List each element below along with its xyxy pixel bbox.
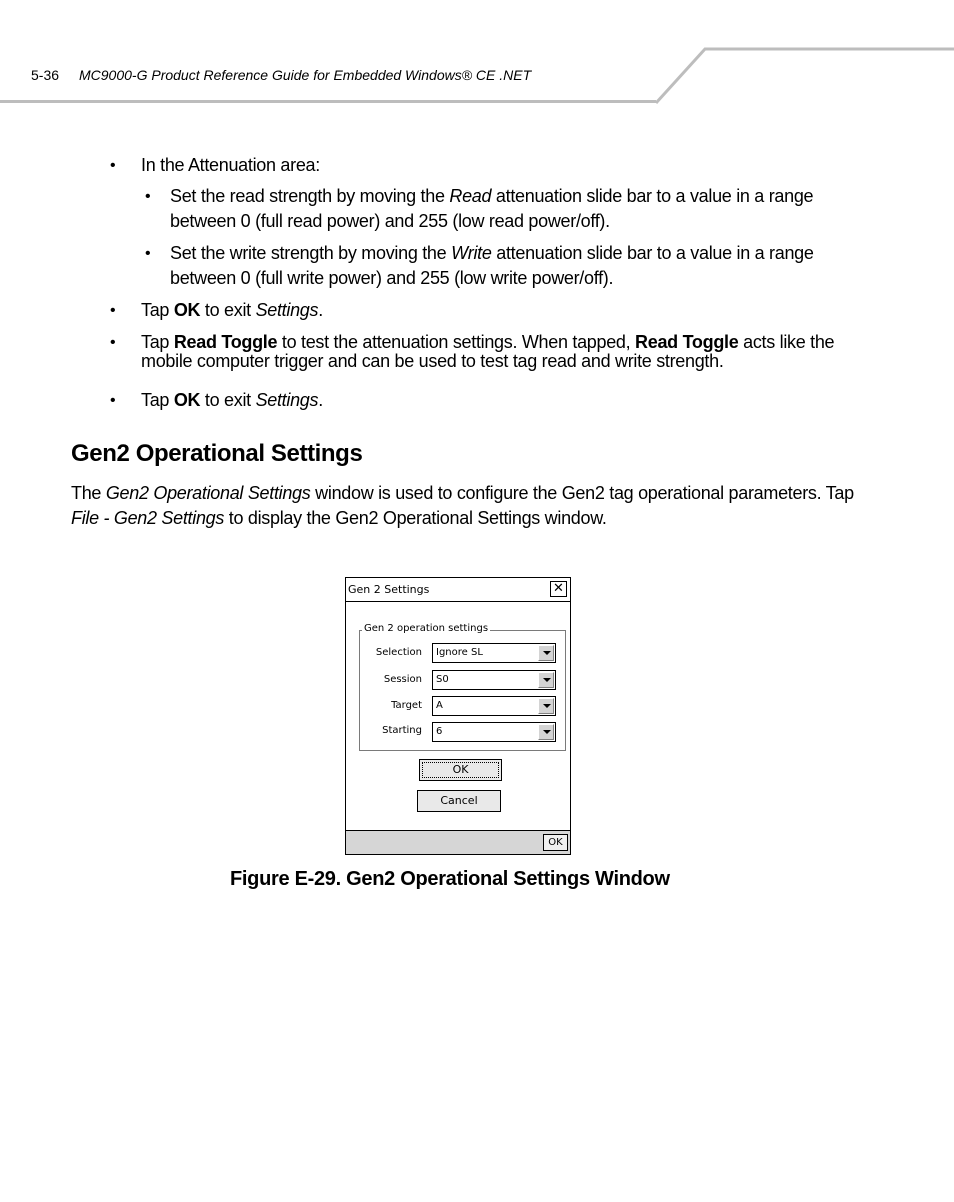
header-rule — [0, 100, 656, 103]
section-heading: Gen2 Operational Settings — [71, 440, 363, 467]
target-dropdown[interactable] — [432, 696, 556, 716]
header-corner-decoration — [650, 46, 954, 106]
starting-value: 6 — [436, 726, 443, 737]
dialog-titlebar — [346, 578, 570, 602]
close-icon[interactable]: ✕ — [550, 581, 567, 597]
taskbar-ok-button[interactable]: OK — [543, 834, 568, 851]
bullet-attenuation: In the Attenuation area: — [141, 155, 320, 175]
bullet-read-toggle: Tap Read Toggle to test the attenuation settings. When tapped, Read Toggle acts like the — [141, 332, 835, 352]
intro-paragraph-line2: File - Gen2 Settings to display the Gen2 Operational Settings window. — [71, 508, 607, 528]
taskbar — [346, 830, 570, 854]
target-value: A — [436, 700, 443, 711]
starting-dropdown[interactable] — [432, 722, 556, 742]
ok-button-label: OK — [422, 762, 499, 778]
ok-button[interactable] — [419, 759, 502, 781]
bullet-dot: • — [110, 334, 116, 351]
dialog-title: Gen 2 Settings — [348, 583, 430, 596]
bullet-dot: • — [110, 392, 116, 409]
sub-bullet-read-line2: between 0 (full read power) and 255 (low read power/off). — [170, 211, 610, 231]
sub-bullet-read: Set the read strength by moving the Read attenuation slide bar to a value in a range — [170, 186, 814, 206]
bullet-dot: • — [110, 302, 116, 319]
bullet-tap-ok-1: Tap OK to exit Settings. — [141, 300, 323, 320]
group-label: Gen 2 operation settings — [364, 623, 489, 634]
starting-label: Starting — [382, 725, 422, 736]
sub-bullet-write: Set the write strength by moving the Write attenuation slide bar to a value in a range — [170, 243, 814, 263]
gen2-settings-dialog — [345, 577, 571, 855]
bullet-tap-ok-2: Tap OK to exit Settings. — [141, 390, 323, 410]
dropdown-arrow-icon[interactable] — [538, 698, 554, 714]
figure-caption: Figure E-29. Gen2 Operational Settings Window — [230, 868, 670, 890]
session-dropdown[interactable] — [432, 670, 556, 690]
cancel-button[interactable]: Cancel — [417, 790, 501, 812]
bullet-dot: • — [145, 245, 151, 262]
document-title: MC9000-G Product Reference Guide for Embedded Windows® CE .NET — [79, 67, 532, 83]
selection-value: Ignore SL — [436, 647, 483, 658]
bullet-read-toggle-line2: mobile computer trigger and can be used to test tag read and write strength. — [141, 351, 724, 371]
session-label: Session — [383, 674, 422, 685]
page-number: 5-36 — [31, 67, 60, 83]
target-label: Target — [391, 700, 422, 711]
sub-bullet-write-line2: between 0 (full write power) and 255 (low write power/off). — [170, 268, 614, 288]
session-value: S0 — [436, 674, 449, 685]
intro-paragraph: The Gen2 Operational Settings window is used to configure the Gen2 tag operational parameters. Tap — [71, 483, 854, 503]
dropdown-arrow-icon[interactable] — [538, 645, 554, 661]
bullet-dot: • — [145, 188, 151, 205]
selection-dropdown[interactable] — [432, 643, 556, 663]
dropdown-arrow-icon[interactable] — [538, 672, 554, 688]
bullet-dot: • — [110, 157, 116, 174]
dropdown-arrow-icon[interactable] — [538, 724, 554, 740]
selection-label: Selection — [375, 647, 422, 658]
